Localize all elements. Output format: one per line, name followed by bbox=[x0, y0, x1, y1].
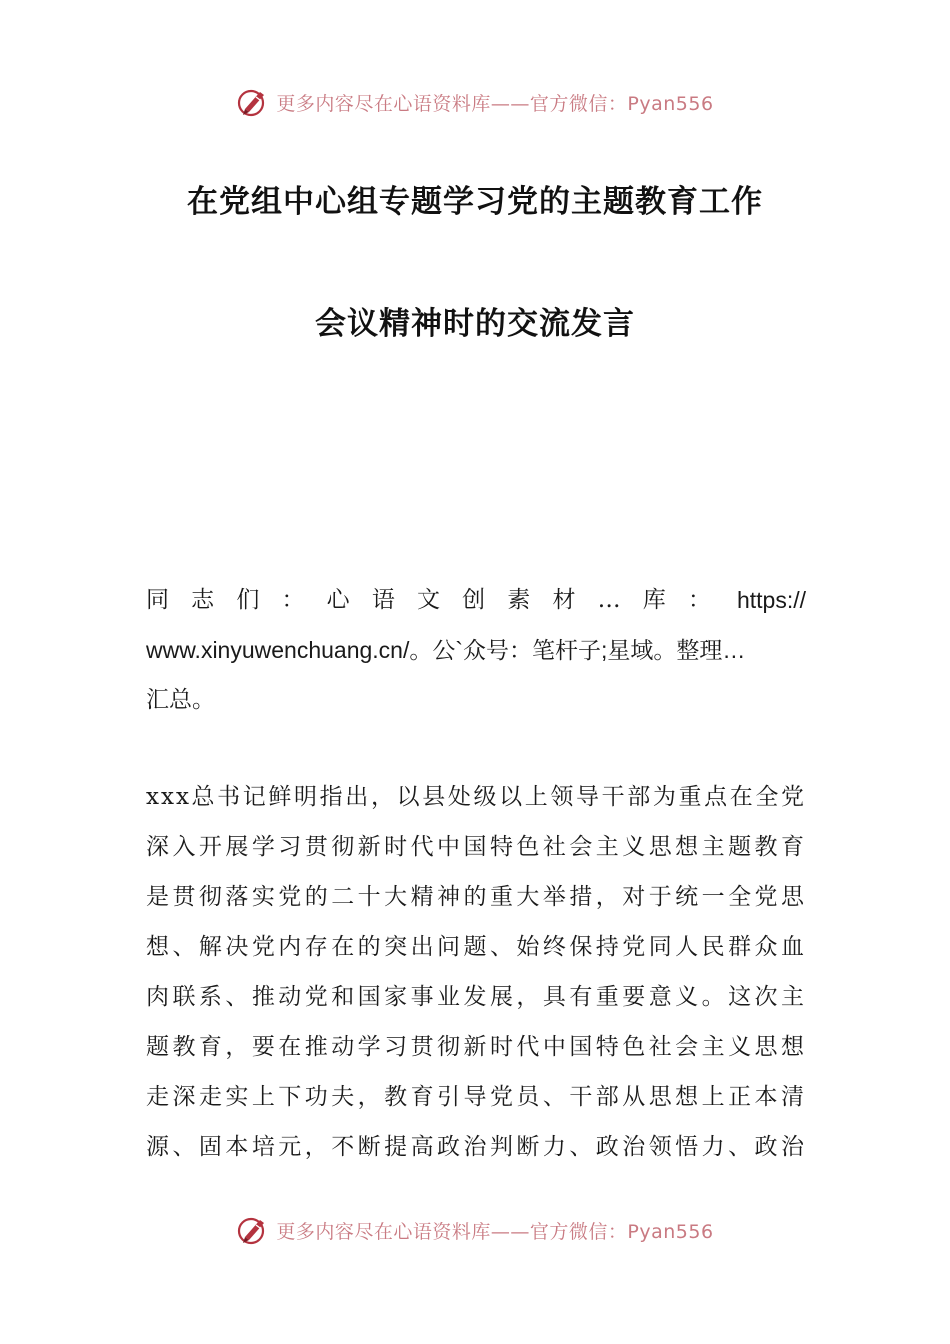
banner-text: 更多内容尽在心语资料库——官方微信：Pyan556 bbox=[276, 1220, 714, 1243]
body-line: 深入开展学习贯彻新时代中国特色社会主义思想主题教育 bbox=[146, 834, 806, 860]
banner-text: 更多内容尽在心语资料库——官方微信：Pyan556 bbox=[276, 92, 714, 115]
greeting-line-1 bbox=[146, 575, 806, 625]
footer-banner bbox=[0, 1210, 950, 1250]
wechat-id: Pyan556 bbox=[627, 1220, 714, 1243]
body-line: 是贯彻落实党的二十大精神的重大举措，对于统一全党思 bbox=[146, 884, 806, 910]
wechat-id: Pyan556 bbox=[627, 92, 714, 115]
body-paragraph bbox=[146, 772, 806, 1172]
body-line: 想、解决党内存在的突出问题、始终保持党同人民群众血 bbox=[146, 934, 806, 960]
greeting-line-3: 汇总。 bbox=[146, 687, 215, 713]
pen-logo-icon bbox=[236, 1213, 270, 1247]
greeting-line-2: www.xinyuwenchuang.cn/。公`众号：笔杆子;星域。整理… bbox=[146, 637, 746, 663]
pen-logo-icon bbox=[236, 85, 270, 119]
body-line: 肉联系、推动党和国家事业发展，具有重要意义。这次主 bbox=[146, 984, 806, 1010]
document-title-line-2: 会议精神时的交流发言 bbox=[315, 306, 635, 342]
greeting-url-part1: https:// bbox=[736, 587, 806, 613]
greeting-paragraph bbox=[146, 575, 806, 725]
body-line: 源、固本培元，不断提高政治判断力、政治领悟力、政治 bbox=[146, 1134, 806, 1160]
header-banner bbox=[0, 82, 950, 122]
body-line: 题教育，要在推动学习贯彻新时代中国特色社会主义思想 bbox=[146, 1034, 806, 1060]
document-title-line-1: 在党组中心组专题学习党的主题教育工作 bbox=[187, 184, 763, 220]
body-line: 走深走实上下功夫，教育引导党员、干部从思想上正本清 bbox=[146, 1084, 806, 1110]
body-line: xxx总书记鲜明指出，以县处级以上领导干部为重点在全党 bbox=[146, 784, 806, 810]
greeting-lead: 同志们：心语文创素材…库： bbox=[146, 587, 713, 613]
